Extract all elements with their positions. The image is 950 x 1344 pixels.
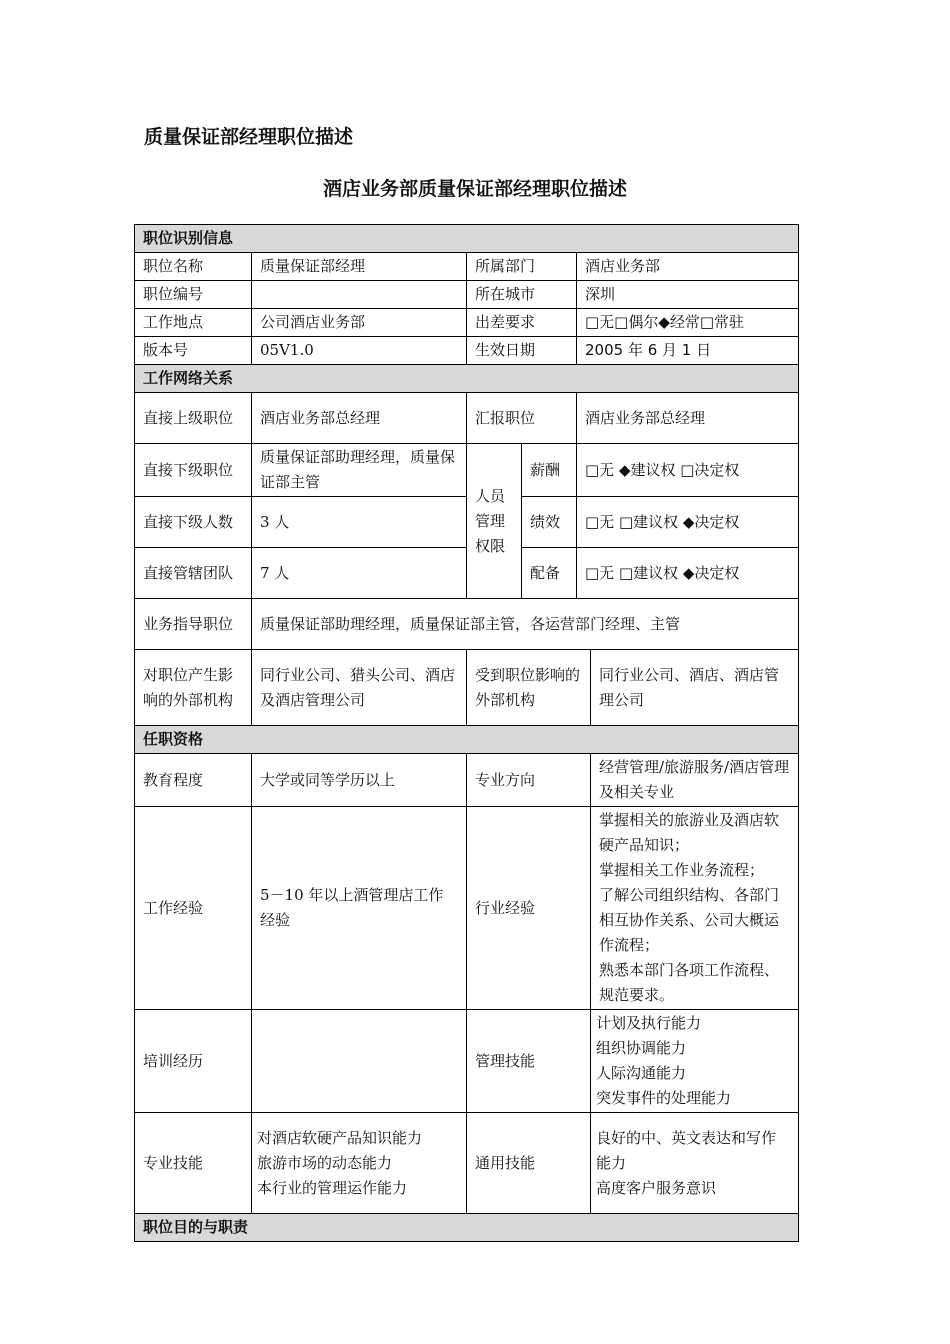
industry-label: 行业经验 [467, 807, 591, 1010]
pro-skill-label: 专业技能 [135, 1113, 252, 1214]
training-value [252, 1010, 467, 1113]
department-value: 酒店业务部 [577, 253, 799, 281]
major-value: 经营管理/旅游服务/酒店管理及相关专业 [591, 754, 799, 807]
department-label: 所属部门 [467, 253, 577, 281]
doc-title: 酒店业务部质量保证部经理职位描述 [322, 178, 627, 200]
general-skill-line: 高度客户服务意识 [596, 1178, 717, 1197]
pro-skill-line: 旅游市场的动态能力 [257, 1153, 393, 1172]
experience-value: 5－10 年以上酒管理店工作经验 [252, 807, 467, 1010]
major-label: 专业方向 [467, 754, 591, 807]
general-skill-value [591, 1113, 799, 1214]
sub-count-label: 直接下级人数 [135, 497, 252, 548]
general-skill-line: 良好的中、英文表达和写作能力 [596, 1128, 777, 1172]
pro-skill-line: 本行业的管理运作能力 [257, 1178, 408, 1197]
city-value: 深圳 [577, 281, 799, 309]
experience-label: 工作经验 [135, 807, 252, 1010]
superior-value: 酒店业务部总经理 [252, 393, 467, 444]
perf-label: 绩效 [522, 497, 577, 548]
doc-heading: 质量保证部经理职位描述 [144, 126, 354, 148]
industry-value [591, 807, 799, 1010]
education-label: 教育程度 [135, 754, 252, 807]
effective-date-label: 生效日期 [467, 337, 577, 365]
mgmt-skill-line: 人际沟通能力 [596, 1064, 687, 1082]
industry-line: 了解公司组织结构、各部门相互协作关系、公司大概运作流程； [599, 886, 780, 954]
team-label: 直接管辖团队 [135, 548, 252, 599]
report-value: 酒店业务部总经理 [577, 393, 799, 444]
external-influence-value: 同行业公司、猎头公司、酒店及酒店管理公司 [252, 650, 467, 726]
superior-label: 直接上级职位 [135, 393, 252, 444]
authority-label: 人员管理权限 [467, 444, 522, 599]
travel-label: 出差要求 [467, 309, 577, 337]
mgmt-skill-value [591, 1010, 799, 1113]
team-value: 7 人 [252, 548, 467, 599]
pro-skill-line: 对酒店软硬产品知识能力 [257, 1128, 423, 1147]
location-label: 工作地点 [135, 309, 252, 337]
version-value: 05V1.0 [252, 337, 467, 365]
city-label: 所在城市 [467, 281, 577, 309]
salary-label: 薪酬 [522, 444, 577, 497]
mgmt-skill-line: 组织协调能力 [596, 1039, 687, 1057]
sub-count-value: 3 人 [252, 497, 467, 548]
section-qualification: 任职资格 [135, 726, 799, 754]
education-value: 大学或同等学历以上 [252, 754, 467, 807]
guidance-label: 业务指导职位 [135, 599, 252, 650]
staffing-value: □无 □建议权 ◆决定权 [577, 548, 799, 599]
position-name-value: 质量保证部经理 [252, 253, 467, 281]
industry-line: 掌握相关的旅游业及酒店软硬产品知识； [599, 811, 780, 854]
section-purpose: 职位目的与职责 [135, 1214, 799, 1242]
effective-date-value: 2005 年 6 月 1 日 [577, 337, 799, 365]
subordinate-label: 直接下级职位 [135, 444, 252, 497]
location-value: 公司酒店业务部 [252, 309, 467, 337]
industry-line: 熟悉本部门各项工作流程、规范要求。 [599, 961, 780, 1004]
general-skill-label: 通用技能 [467, 1113, 591, 1214]
perf-value: □无 □建议权 ◆决定权 [577, 497, 799, 548]
training-label: 培训经历 [135, 1010, 252, 1113]
subordinate-value: 质量保证部助理经理，质量保证部主管 [252, 444, 467, 497]
influenced-value: 同行业公司、酒店、酒店管理公司 [591, 650, 799, 726]
mgmt-skill-label: 管理技能 [467, 1010, 591, 1113]
position-code-label: 职位编号 [135, 281, 252, 309]
section-network: 工作网络关系 [135, 365, 799, 393]
salary-value: □无 ◆建议权 □决定权 [577, 444, 799, 497]
travel-value: □无□偶尔◆经常□常驻 [577, 309, 799, 337]
influenced-label: 受到职位影响的外部机构 [467, 650, 591, 726]
mgmt-skill-line: 计划及执行能力 [596, 1014, 702, 1032]
pro-skill-value [252, 1113, 467, 1214]
mgmt-skill-line: 突发事件的处理能力 [596, 1089, 732, 1107]
version-label: 版本号 [135, 337, 252, 365]
job-description-table [134, 224, 799, 1242]
report-label: 汇报职位 [467, 393, 577, 444]
industry-line: 掌握相关工作业务流程； [599, 861, 765, 879]
external-influence-label: 对职位产生影响的外部机构 [135, 650, 252, 726]
guidance-value: 质量保证部助理经理，质量保证部主管，各运营部门经理、主管 [252, 599, 799, 650]
position-code-value [252, 281, 467, 309]
section-id-info: 职位识别信息 [135, 225, 799, 253]
position-name-label: 职位名称 [135, 253, 252, 281]
staffing-label: 配备 [522, 548, 577, 599]
